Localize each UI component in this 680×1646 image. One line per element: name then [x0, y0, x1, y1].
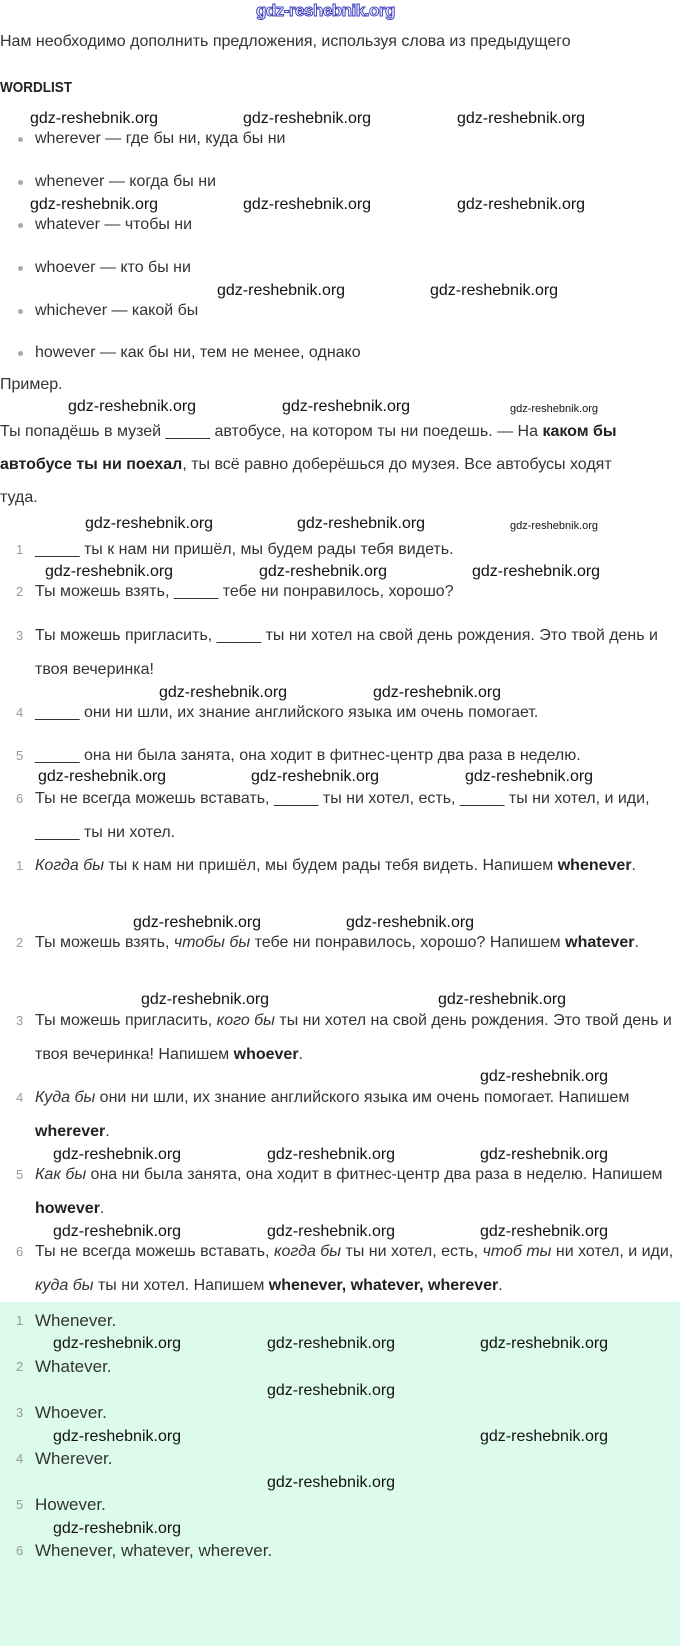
- item-number: 1: [16, 858, 24, 873]
- exercise-item-text: [35, 533, 675, 567]
- text-segment: ты ни хотел. Напишем: [93, 1277, 269, 1294]
- watermark-text: gdz-reshebnik.org: [297, 515, 426, 532]
- watermark-text: gdz-reshebnik.org: [30, 196, 159, 213]
- watermark-text: gdz-reshebnik.org: [480, 1428, 609, 1445]
- watermark-text: gdz-reshebnik.org: [282, 398, 411, 415]
- bold-text: whenever, whatever, wherever: [268, 1277, 499, 1294]
- exercise-item-text: [35, 696, 675, 730]
- watermark-text: gdz-reshebnik.org: [159, 684, 288, 701]
- item-number: 2: [16, 935, 24, 950]
- answer-item-text: Wherever.: [35, 1449, 113, 1468]
- explanation-item-text: [35, 1081, 675, 1149]
- watermark-text: gdz-reshebnik.org: [438, 991, 567, 1008]
- watermark-text: gdz-reshebnik.org: [141, 991, 270, 1008]
- italic-text: когда бы: [273, 1243, 342, 1260]
- text-segment: Ты можешь пригласить, _____ ты ни хотел на свой день рождения. Это твой день и твоя вечеринка!: [35, 627, 658, 678]
- watermark-text: gdz-reshebnik.org: [45, 563, 174, 580]
- text-segment: .: [634, 934, 639, 951]
- watermark-text: gdz-reshebnik.org: [267, 1335, 396, 1352]
- italic-text: Куда бы: [35, 1089, 96, 1106]
- watermark-text: gdz-reshebnik.org: [30, 110, 159, 127]
- watermark-text: gdz-reshebnik.org: [430, 282, 559, 299]
- text-segment: .: [298, 1046, 303, 1063]
- text-segment: .: [498, 1277, 503, 1294]
- watermark-logo: gdz-reshebnik.org: [256, 1, 395, 20]
- watermark-text: gdz-reshebnik.org: [53, 1146, 182, 1163]
- text-segment: _____ ты к нам ни пришёл, мы будем рады тебя видеть.: [35, 541, 454, 558]
- bold-text: however: [35, 1200, 100, 1217]
- explanation-item-text: [35, 849, 675, 883]
- text-segment: Ты можешь пригласить,: [35, 1012, 217, 1029]
- item-number: 5: [16, 1497, 24, 1512]
- bullet-icon: [18, 309, 23, 314]
- text-segment: Ты можешь взять,: [35, 934, 174, 951]
- example-label-text: Пример.: [0, 376, 63, 393]
- watermark-text: gdz-reshebnik.org: [217, 282, 346, 299]
- text-segment: .: [99, 1200, 105, 1217]
- answer-item-text: Whoever.: [35, 1403, 107, 1422]
- item-number: 4: [16, 1451, 24, 1466]
- item-number: 6: [16, 791, 24, 806]
- item-number: 1: [16, 542, 24, 557]
- watermark-text: gdz-reshebnik.org: [267, 1382, 396, 1399]
- text-segment: , ты всё равно доберёшься до музея. Все автобусы ходят туда.: [0, 456, 612, 506]
- watermark-text: gdz-reshebnik.org: [133, 914, 262, 931]
- watermark-text: gdz-reshebnik.org: [243, 196, 372, 213]
- watermark-text: gdz-reshebnik.org: [457, 110, 586, 127]
- wordlist-item-text: whoever — кто бы ни: [35, 259, 191, 276]
- watermark-text: gdz-reshebnik.org: [267, 1223, 396, 1240]
- italic-text: Как бы: [35, 1166, 87, 1183]
- bullet-icon: [18, 180, 23, 185]
- intro-line: Нам необходимо дополнить предложения, используя слова из предыдущего: [0, 33, 571, 50]
- answer-item-text: Whenever, whatever, wherever.: [35, 1541, 273, 1560]
- bullet-icon: [18, 137, 23, 142]
- answer-item-text: Whatever.: [35, 1357, 112, 1376]
- watermark-text: gdz-reshebnik.org: [259, 563, 388, 580]
- item-number: 4: [16, 705, 24, 720]
- text-segment: .: [631, 857, 636, 874]
- item-number: 5: [16, 1167, 24, 1182]
- watermark-text: gdz-reshebnik.org: [472, 563, 601, 580]
- watermark-text: gdz-reshebnik.org: [243, 110, 372, 127]
- text-segment: Ты не всегда можешь вставать,: [35, 1243, 274, 1260]
- watermark-text: gdz-reshebnik.org: [465, 768, 594, 785]
- text-segment: ни хотел, и иди,: [551, 1243, 674, 1260]
- watermark-text: gdz-reshebnik.org: [53, 1335, 182, 1352]
- watermark-text: gdz-reshebnik.org: [510, 403, 599, 415]
- text-segment: .: [105, 1123, 110, 1140]
- item-number: 6: [16, 1543, 24, 1558]
- exercise-item-text: [35, 782, 675, 850]
- watermark-text: gdz-reshebnik.org: [480, 1068, 609, 1085]
- watermark-text: gdz-reshebnik.org: [267, 1474, 396, 1491]
- text-segment: они ни шли, их знание английского языка им очень помогает. Напишем: [95, 1089, 630, 1106]
- wordlist-item-text: whenever — когда бы ни: [35, 173, 217, 190]
- text-segment: Ты можешь взять, _____ тебе ни понравилось, хорошо?: [35, 583, 454, 600]
- text-segment: _____ они ни шли, их знание английского языка им очень помогает.: [35, 704, 539, 721]
- text-segment: ты к нам ни пришёл, мы будем рады тебя видеть. Напишем: [104, 857, 558, 874]
- explanation-item-text: [35, 1004, 675, 1072]
- explanation-item-text: [35, 1158, 675, 1226]
- watermark-text: gdz-reshebnik.org: [346, 914, 475, 931]
- bold-text: wherever: [35, 1123, 106, 1140]
- watermark-text: gdz-reshebnik.org: [53, 1428, 182, 1445]
- wordlist-item-text: whichever — какой бы: [35, 302, 199, 319]
- watermark-text: gdz-reshebnik.org: [373, 684, 502, 701]
- bullet-icon: [18, 351, 23, 356]
- explanation-item-text: [35, 1235, 675, 1303]
- text-segment: она ни была занята, она ходит в фитнес-центр два раза в неделю. Напишем: [86, 1166, 663, 1183]
- wordlist-item-text: wherever — где бы ни, куда бы ни: [35, 130, 286, 147]
- item-number: 6: [16, 1244, 24, 1259]
- example-text: [0, 415, 640, 514]
- italic-text: чтобы бы: [173, 934, 251, 951]
- bold-text: whenever: [557, 857, 632, 874]
- watermark-text: gdz-reshebnik.org: [480, 1223, 609, 1240]
- watermark-text: gdz-reshebnik.org: [38, 768, 167, 785]
- answer-item-text: Whenever.: [35, 1311, 117, 1330]
- italic-text: куда бы: [35, 1277, 94, 1294]
- watermark-text: gdz-reshebnik.org: [510, 520, 599, 532]
- item-number: 3: [16, 1013, 24, 1028]
- text-segment: _____ она ни была занята, она ходит в фитнес-центр два раза в неделю.: [35, 747, 581, 764]
- text-segment: ты ни хотел на свой день рождения. Это твой день и твоя вечеринка! Напишем: [35, 1012, 672, 1063]
- watermark-text: gdz-reshebnik.org: [480, 1146, 609, 1163]
- text-segment: тебе ни понравилось, хорошо? Напишем: [250, 934, 566, 951]
- wordlist-title: WORDLIST: [0, 79, 72, 96]
- italic-text: кого бы: [216, 1012, 275, 1029]
- watermark-text: gdz-reshebnik.org: [68, 398, 197, 415]
- wordlist-item-text: however — как бы ни, тем не менее, однако: [35, 344, 361, 361]
- italic-text: чтоб ты: [482, 1243, 552, 1260]
- wordlist-item-text: whatever — чтобы ни: [35, 216, 193, 233]
- item-number: 4: [16, 1090, 24, 1105]
- item-number: 1: [16, 1313, 24, 1328]
- watermark-text: gdz-reshebnik.org: [457, 196, 586, 213]
- text-segment: Ты попадёшь в музей _____ автобусе, на котором ты ни поедешь. — На: [0, 423, 543, 440]
- bold-text: whatever: [565, 934, 635, 951]
- bullet-icon: [18, 266, 23, 271]
- watermark-text: gdz-reshebnik.org: [480, 1335, 609, 1352]
- item-number: 3: [16, 1405, 24, 1420]
- item-number: 3: [16, 628, 24, 643]
- italic-text: Когда бы: [35, 857, 104, 874]
- bullet-icon: [18, 223, 23, 228]
- item-number: 2: [16, 1359, 24, 1374]
- bold-text: каком бы автобусе ты ни поехал: [0, 423, 617, 473]
- item-number: 2: [16, 584, 24, 599]
- watermark-text: gdz-reshebnik.org: [53, 1223, 182, 1240]
- text-segment: ты ни хотел, есть,: [341, 1243, 483, 1260]
- watermark-text: gdz-reshebnik.org: [251, 768, 380, 785]
- bold-text: whoever: [233, 1046, 299, 1063]
- watermark-text: gdz-reshebnik.org: [85, 515, 214, 532]
- text-segment: Ты не всегда можешь вставать, _____ ты ни хотел, есть, _____ ты ни хотел, и иди, _____ ты ни хотел.: [35, 790, 650, 841]
- watermark-text: gdz-reshebnik.org: [267, 1146, 396, 1163]
- answer-item-text: However.: [35, 1495, 106, 1514]
- watermark-text: gdz-reshebnik.org: [53, 1520, 182, 1537]
- exercise-item-text: [35, 619, 675, 687]
- item-number: 5: [16, 748, 24, 763]
